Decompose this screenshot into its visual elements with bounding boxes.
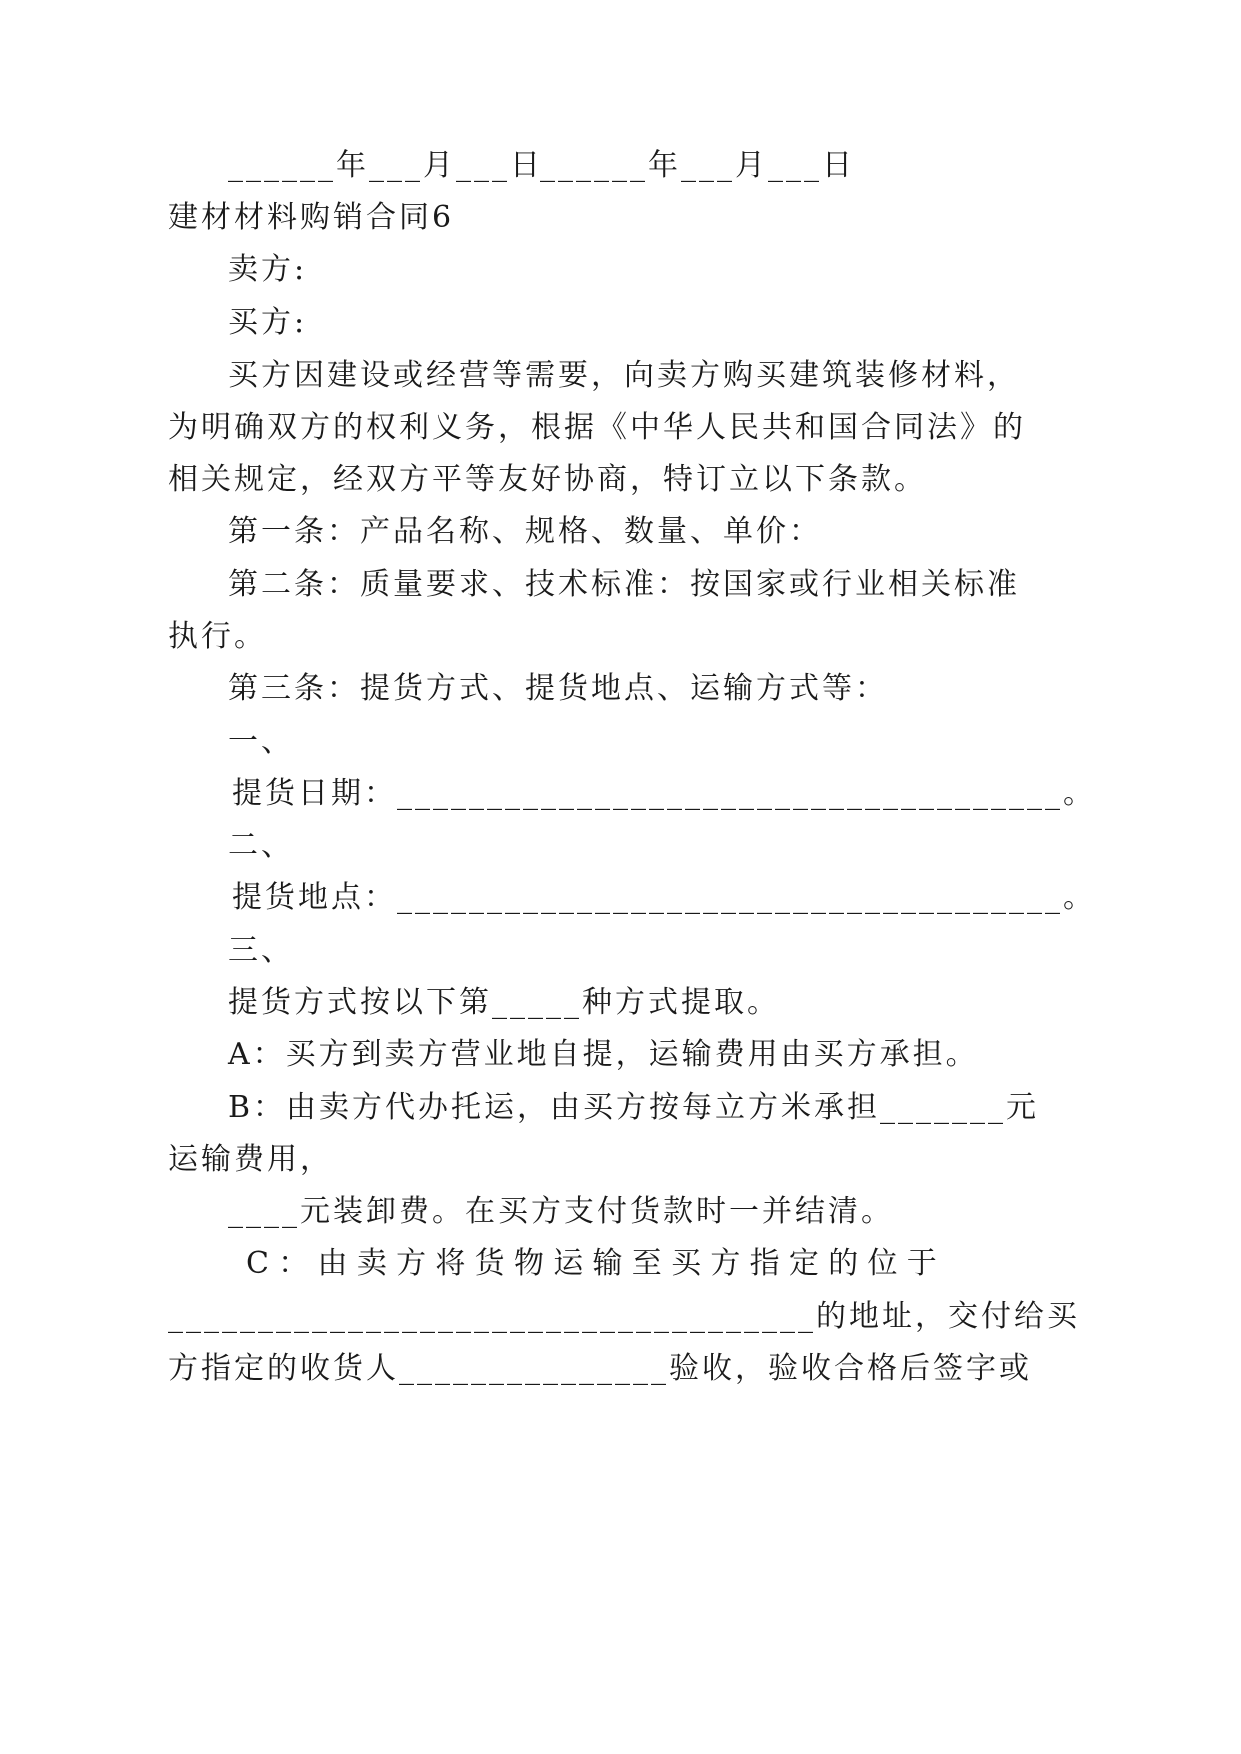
intro-line-3: 相关规定，经双方平等友好协商，特订立以下条款。 — [168, 462, 927, 497]
option-c-char: 买 — [671, 1246, 705, 1281]
option-c-char: 于 — [906, 1246, 940, 1281]
option-c-char: 卖 — [356, 1246, 390, 1281]
buyer-label: 买方: — [228, 305, 308, 340]
option-c-char: 物 — [513, 1246, 547, 1281]
document-title: 建材材料购销合同6 — [168, 200, 455, 235]
pickup-method: 提货方式按以下第_____种方式提取。 — [228, 985, 780, 1020]
option-c-line-1 — [246, 1244, 940, 1284]
option-c-char: 位 — [867, 1246, 901, 1281]
intro-line-2: 为明确双方的权利义务，根据《中华人民共和国合同法》的 — [168, 410, 1026, 445]
option-b-line-3: ____元装卸费。在买方支付货款时一并结清。 — [228, 1194, 894, 1229]
item-2-marker: 二、 — [228, 828, 294, 863]
option-c-char: 将 — [435, 1246, 469, 1281]
option-c-line-3: 方指定的收货人_______________验收，验收合格后签字或 — [168, 1351, 1032, 1386]
option-c-char: 的 — [828, 1246, 862, 1281]
option-c-char: 方 — [396, 1246, 430, 1281]
option-b-line-2: 运输费用， — [168, 1142, 333, 1177]
article-2-line-1: 第二条：质量要求、技术标准：按国家或行业相关标准 — [228, 567, 1020, 602]
option-c-char: 定 — [788, 1246, 822, 1281]
date-line-left: ______年___月___日 — [228, 148, 543, 183]
option-c-char: ： — [278, 1246, 312, 1281]
option-c-char: 由 — [317, 1246, 351, 1281]
option-c-line-2: ____________________________________的地址，交付给买 — [168, 1299, 1080, 1334]
pickup-location-field: 提货地点：_____________________________________。 — [232, 880, 1096, 915]
option-c-char: 至 — [631, 1246, 665, 1281]
item-1-marker: 一、 — [228, 724, 294, 759]
seller-label: 卖方: — [228, 252, 308, 287]
article-2-line-2: 执行。 — [168, 619, 267, 654]
article-3: 第三条：提货方式、提货地点、运输方式等： — [228, 671, 888, 706]
date-line-right: ______年___月___日 — [540, 148, 855, 183]
option-c-char: 货 — [474, 1246, 508, 1281]
intro-line-1: 买方因建设或经营等需要，向卖方购买建筑装修材料， — [228, 358, 1020, 393]
option-c-char: 输 — [592, 1246, 626, 1281]
option-c-char: 运 — [553, 1246, 587, 1281]
option-c-char: 方 — [710, 1246, 744, 1281]
pickup-date-field: 提货日期：_____________________________________。 — [232, 776, 1096, 811]
item-3-marker: 三、 — [228, 933, 294, 968]
option-a: A：买方到卖方营业地自提，运输费用由买方承担。 — [228, 1037, 979, 1072]
option-c-char: 指 — [749, 1246, 783, 1281]
article-1: 第一条：产品名称、规格、数量、单价： — [228, 514, 822, 549]
option-c-char: C — [246, 1246, 272, 1281]
option-b-line-1: B：由卖方代办托运，由买方按每立方米承担_______元 — [228, 1090, 1040, 1125]
